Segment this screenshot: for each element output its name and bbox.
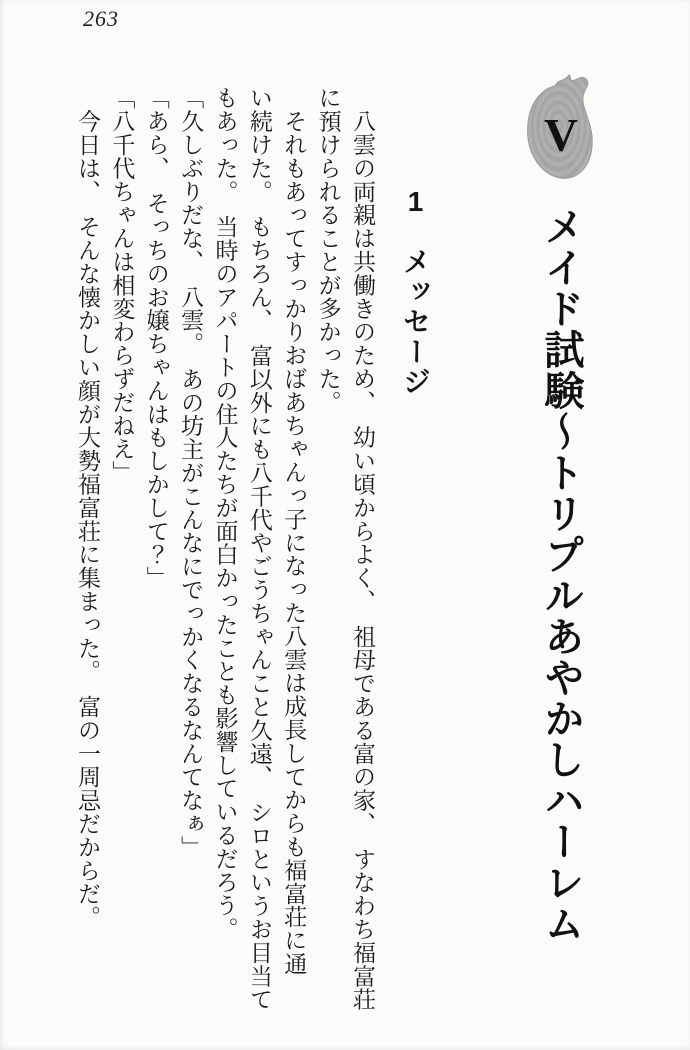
text-column-3: それもあってすっかりおばあちゃんっ子になった八雲は成長してからも福富荘に通: [281, 86, 307, 976]
text-column-1: 八雲の両親は共働きのため、 幼い頃からよく、 祖母である富の家、 すなわち福富荘: [350, 86, 375, 1011]
chapter-title-block: [521, 72, 601, 944]
section-heading: [399, 186, 430, 397]
text-column-7: 「あら、 そっちのお嬢ちゃんはもしかして？」: [143, 86, 169, 590]
chapter-marker-blob: [522, 72, 600, 190]
text-column-9: 今日は、 そんな懐かしい顔が大勢福富荘に集まった。 富の一周忌だからだ。: [75, 86, 100, 929]
text-column-4: い続けた。 もちろん、 富以外にも八千代やごうちゃんこと久遠、 シロというお目当て: [246, 86, 272, 1011]
text-column-5: もあった。 当時のアパートの住人たちが面白かったことも影響しているだろう。: [212, 86, 238, 941]
chapter-title: メイド試験〜トリプルあやかしハーレム: [539, 206, 583, 944]
text-column-6: 「久しぶりだな、 八雲。 あの坊主がこんなにでっかくなるなんてなぁ」: [178, 86, 204, 859]
page-number: 263: [83, 6, 119, 31]
text-column-8: 「八千代ちゃんは相変わらずだねえ」: [109, 86, 135, 484]
text-column-2: に預けられることが多かった。: [315, 86, 341, 414]
section-title: メッセージ: [400, 247, 431, 397]
chapter-marker-letter: V: [544, 109, 578, 162]
section-number: 1: [400, 186, 431, 219]
body-text: [75, 86, 374, 1044]
